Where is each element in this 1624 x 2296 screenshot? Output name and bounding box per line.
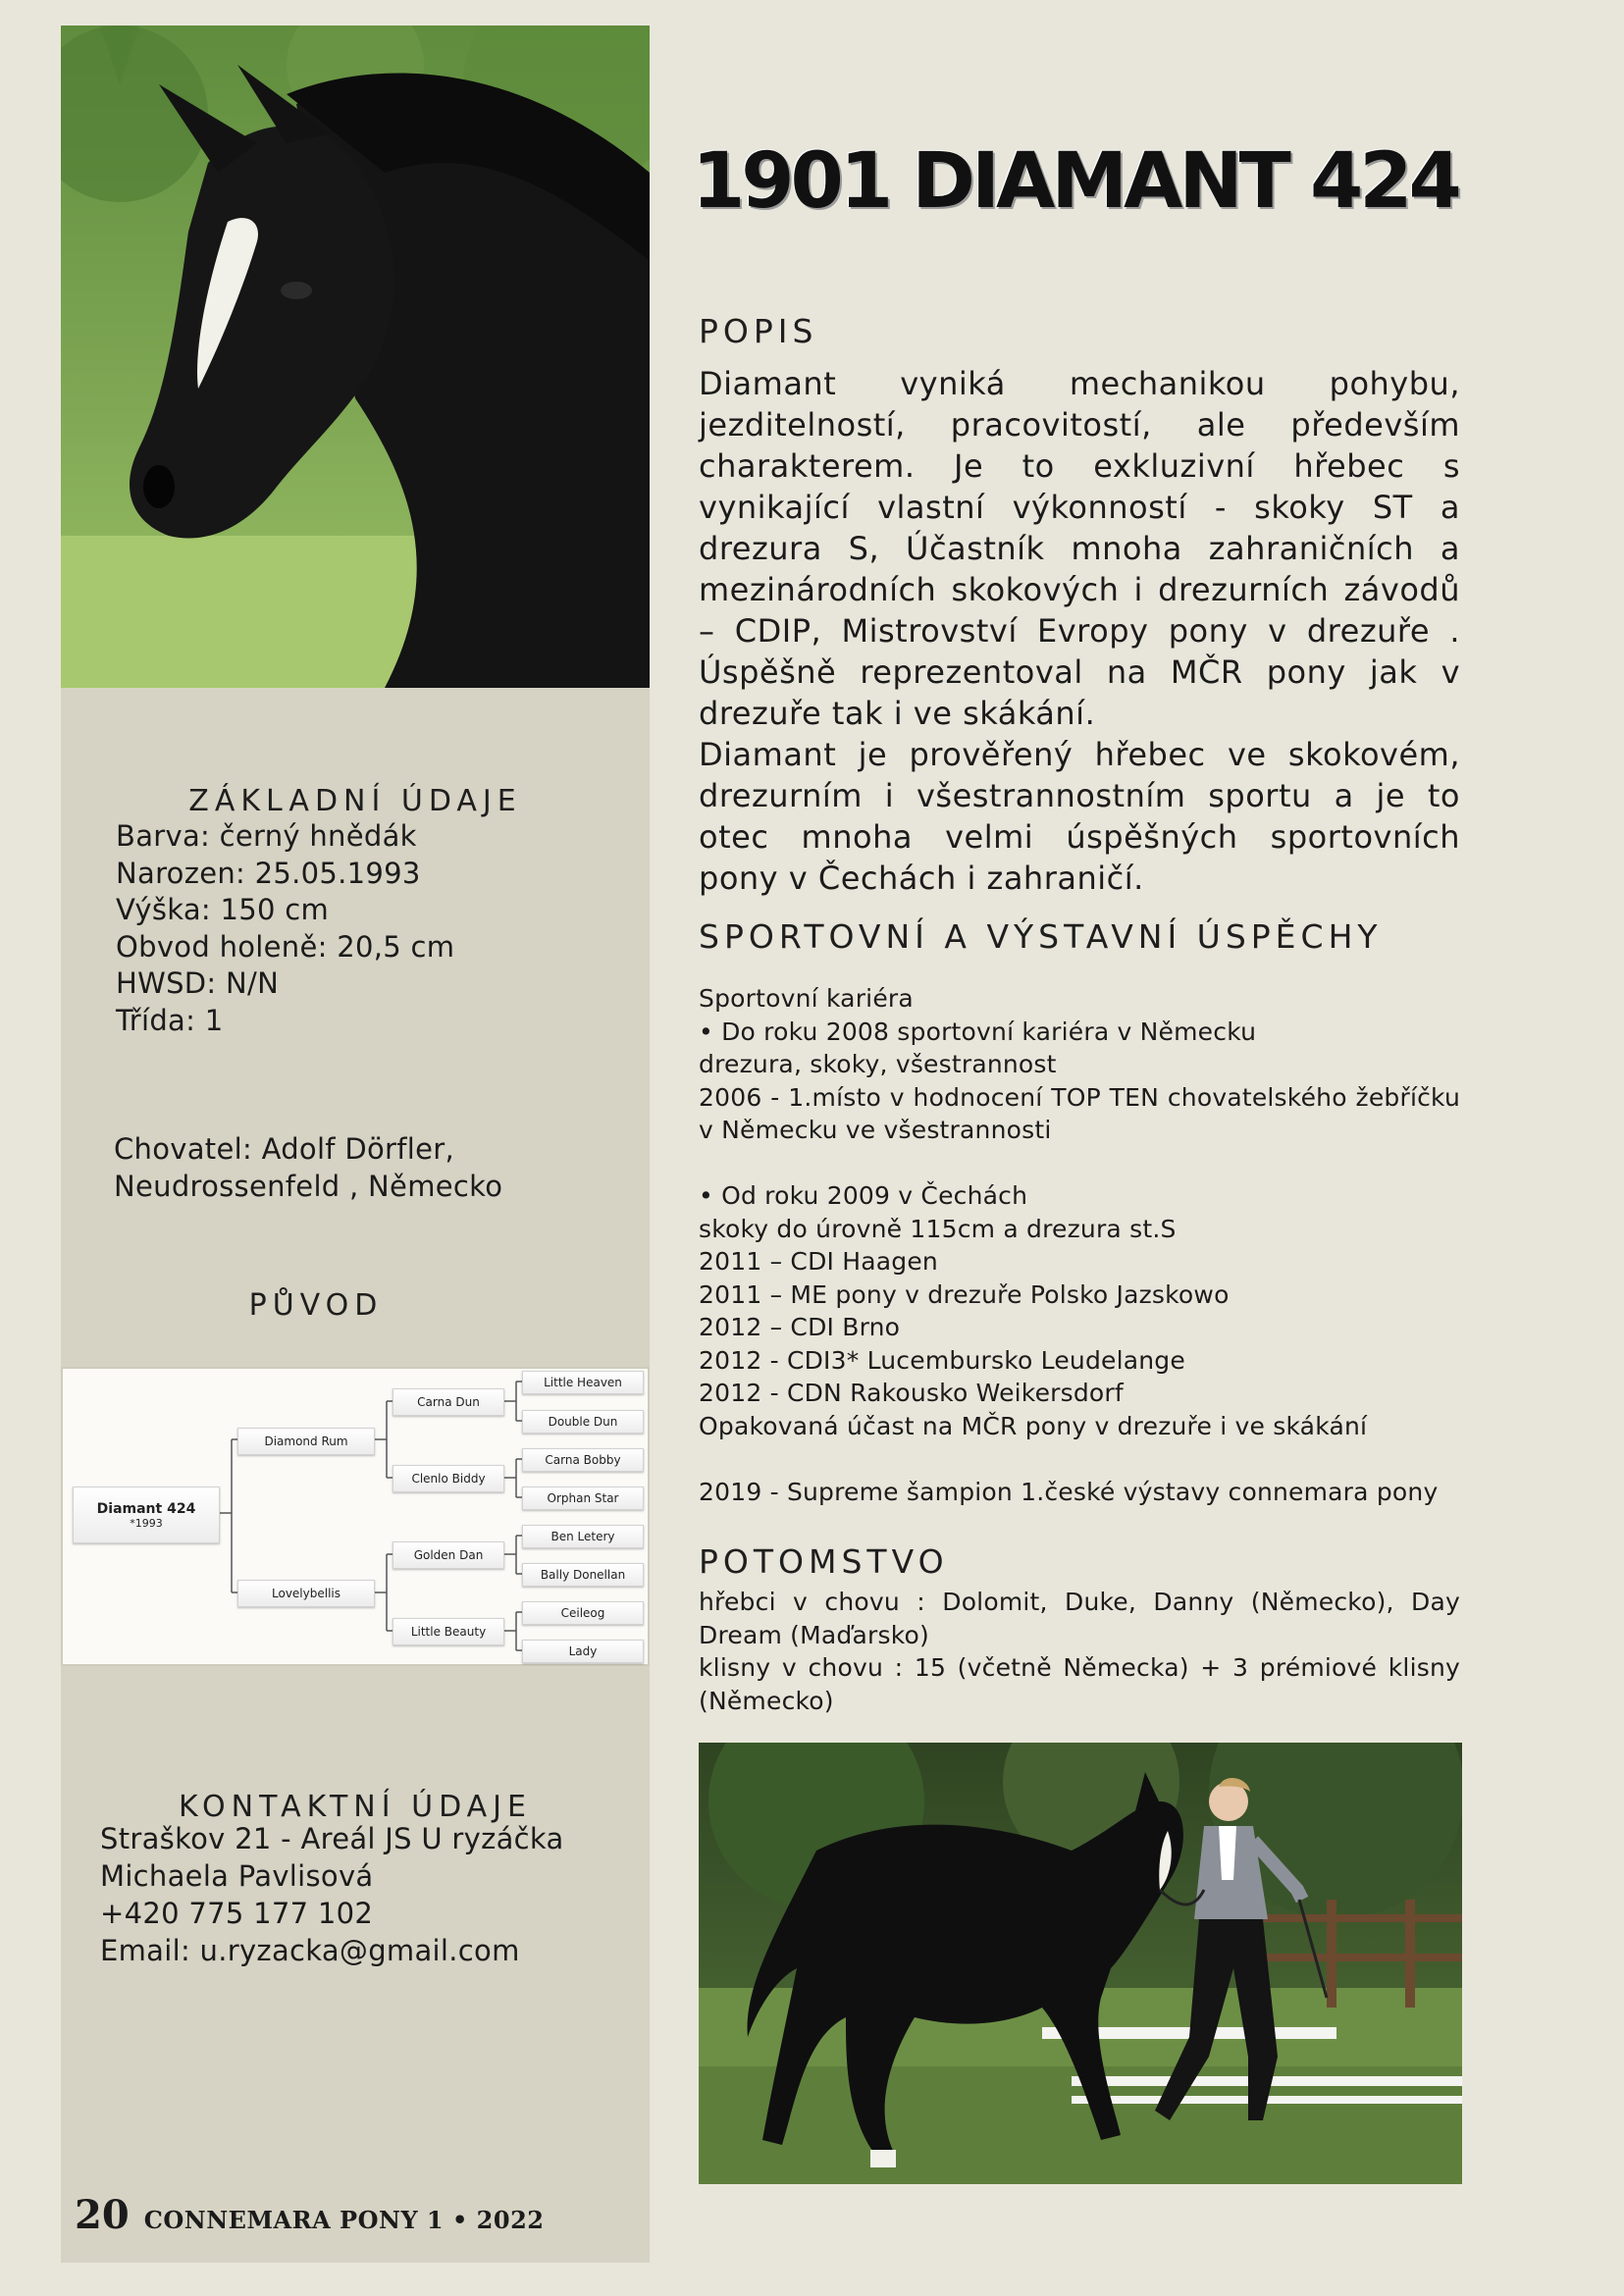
- success-line: 2019 - Supreme šampion 1.české výstavy connemara pony: [699, 1477, 1439, 1506]
- success-line: Opakovaná účast na MČR pony v drezuře i ve skákání: [699, 1411, 1368, 1440]
- pedigree-sire: Diamond Rum: [237, 1428, 375, 1455]
- offspring-stallions: hřebci v chovu : Dolomit, Duke, Danny (Německo), Day Dream (Maďarsko): [699, 1588, 1460, 1649]
- success-line: 2012 - CDI3* Lucembursko Leudelange: [699, 1345, 1185, 1375]
- contact-address: Straškov 21 - Areál JS U ryzáčka: [100, 1822, 564, 1855]
- basic-data-heading: ZÁKLADNÍ ÚDAJE: [188, 783, 522, 818]
- pedigree-great-grandparent: Double Dun: [522, 1410, 644, 1434]
- success-line: 2011 – CDI Haagen: [699, 1247, 938, 1276]
- pedigree-chart: [61, 1367, 650, 1666]
- success-line: skoky do úrovně 115cm a drezura st.S: [699, 1214, 1177, 1243]
- page-title: 1901 DIAMANT 424: [692, 137, 1458, 226]
- success-line: 2006 - 1.místo v hodnocení TOP TEN chovatelského žebříčku v Německu ve všestrannosti: [699, 1082, 1460, 1144]
- success-line: [699, 1147, 1460, 1180]
- breeder-line: Chovatel: Adolf Dörfler,: [114, 1132, 454, 1166]
- basic-item-class: Třída: 1: [116, 1003, 224, 1037]
- basic-item-cannon: Obvod holeně: 20,5 cm: [116, 929, 455, 964]
- contact-heading: KONTAKTNÍ ÚDAJE: [179, 1789, 532, 1824]
- description-paragraph: Diamant vyniká mechanikou pohybu, jezditelností, pracovitostí, ale především charakterem. Je to exkluzivní hřebec s vynikající vlastní výkonností - skoky ST a drezura S, Účastník mnoha zahraničních a mezinárodních skokových i drezurních závodů – CDIP, Mistrovství Evropy pony v drezuře . Úspěšně reprezentoval na MČR pony jak v drezuře tak i ve skákání.: [699, 365, 1460, 732]
- basic-item-height: Výška: 150 cm: [116, 893, 330, 926]
- success-line: Sportovní kariéra: [699, 984, 914, 1013]
- basic-item-hwsd: HWSD: N/N: [116, 966, 280, 1000]
- pedigree-grandparent: Little Beauty: [393, 1618, 504, 1645]
- success-line: • Od roku 2009 v Čechách: [699, 1181, 1028, 1210]
- horse-portrait-photo: [61, 26, 650, 688]
- pedigree-great-grandparent: Orphan Star: [522, 1487, 644, 1510]
- offspring-mares: klisny v chovu : 15 (včetně Německa) + 3 prémiové klisny (Německo): [699, 1653, 1460, 1715]
- pedigree-great-grandparent: Lady: [522, 1640, 644, 1663]
- offspring-text: [699, 1586, 1460, 1717]
- basic-data-list: [116, 818, 454, 1039]
- description-text: [699, 363, 1460, 899]
- pedigree-horse-name: Diamant 424: [96, 1500, 196, 1517]
- pedigree-great-grandparent: Little Heaven: [522, 1371, 644, 1394]
- magazine-issue: CONNEMARA PONY 1 • 2022: [143, 2206, 545, 2234]
- basic-item-color: Barva: černý hnědák: [116, 819, 417, 853]
- success-line: drezura, skoky, všestrannost: [699, 1050, 1057, 1078]
- pedigree-horse: [73, 1487, 220, 1543]
- pedigree-grandparent: Carna Dun: [393, 1388, 504, 1416]
- page-footer: [75, 2192, 544, 2238]
- pedigree-great-grandparent: Ben Letery: [522, 1525, 644, 1548]
- success-line: • Do roku 2008 sportovní kariéra v Německu: [699, 1017, 1257, 1046]
- pedigree-grandparent: Golden Dan: [393, 1541, 504, 1569]
- pedigree-great-grandparent: Carna Bobby: [522, 1448, 644, 1472]
- success-line: [699, 1442, 1460, 1476]
- success-line: 2012 - CDN Rakousko Weikersdorf: [699, 1379, 1124, 1407]
- pedigree-dam: Lovelybellis: [237, 1580, 375, 1607]
- success-line: 2011 – ME pony v drezuře Polsko Jazskowo: [699, 1279, 1230, 1309]
- pedigree-great-grandparent: Ceileog: [522, 1601, 644, 1625]
- offspring-heading: POTOMSTVO: [699, 1542, 949, 1581]
- description-heading: POPIS: [699, 312, 818, 350]
- contact-list: [100, 1820, 564, 1969]
- horse-in-hand-photo: [699, 1743, 1462, 2184]
- success-list: [699, 982, 1460, 1508]
- success-line: 2012 – CDI Brno: [699, 1313, 901, 1341]
- pedigree-grandparent: Clenlo Biddy: [393, 1465, 504, 1492]
- pedigree-horse-year: *1993: [130, 1516, 163, 1530]
- contact-person: Michaela Pavlisová: [100, 1859, 374, 1893]
- pedigree-great-grandparent: Bally Donellan: [522, 1563, 644, 1587]
- contact-phone: +420 775 177 102: [100, 1897, 374, 1930]
- breeder-line: Neudrossenfeld , Německo: [114, 1170, 503, 1203]
- description-paragraph: Diamant je prověřený hřebec ve skokovém, drezurním i všestrannostním sportu a je to otec mnoha velmi úspěšných sportovních pony v Čechách i zahraničí.: [699, 736, 1460, 897]
- basic-item-birth: Narozen: 25.05.1993: [116, 856, 421, 890]
- origin-heading: PŮVOD: [248, 1287, 384, 1323]
- page-number: 20: [75, 2192, 130, 2238]
- contact-email: Email: u.ryzacka@gmail.com: [100, 1934, 520, 1967]
- breeder-info: [114, 1130, 624, 1205]
- success-heading: SPORTOVNÍ A VÝSTAVNÍ ÚSPĚCHY: [699, 917, 1383, 956]
